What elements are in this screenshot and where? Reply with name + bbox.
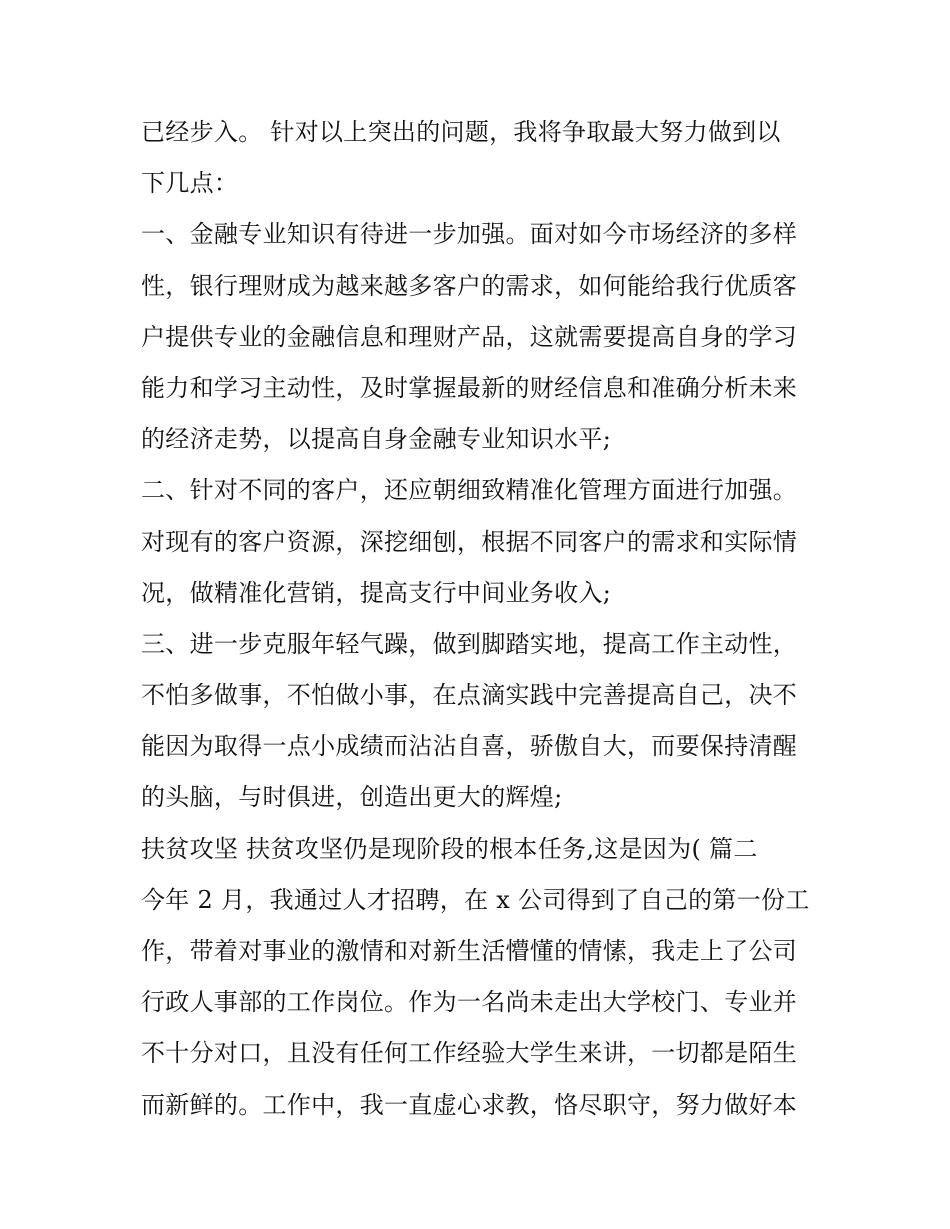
text-line: 能力和学习主动性，及时掌握最新的财经信息和准确分析未来 xyxy=(141,373,798,402)
text-line: 性，银行理财成为越来越多客户的需求，如何能给我行优质客 xyxy=(141,271,798,300)
text-line: 今年 2 月，我通过人才招聘，在 x 公司得到了自己的第一份工 xyxy=(141,885,810,914)
body-text xyxy=(141,107,821,1131)
text-line: 户提供专业的金融信息和理财产品，这就需要提高自身的学习 xyxy=(141,322,798,351)
text-line: 下几点： xyxy=(141,169,239,198)
text-line: 作，带着对事业的激情和对新生活懵懂的情愫，我走上了公司 xyxy=(141,937,798,965)
text-line: 况，做精准化营销，提高支行中间业务收入; xyxy=(141,578,612,607)
text-line: 三、进一步克服年轻气躁，做到脚踏实地，提高工作主动性， xyxy=(141,629,798,658)
text-line: 一、金融专业知识有待进一步加强。面对如今市场经济的多样 xyxy=(141,220,798,249)
section-heading-line: 扶贫攻坚 扶贫攻坚仍是现阶段的根本任务,这是因为( 篇二 xyxy=(141,834,758,863)
text-line: 不怕多做事，不怕做小事，在点滴实践中完善提高自己，决不 xyxy=(141,681,798,710)
text-line: 的头脑，与时俱进，创造出更大的辉煌; xyxy=(141,783,563,812)
text-line: 行政人事部的工作岗位。作为一名尚未走出大学校门、专业并 xyxy=(141,988,798,1017)
text-line: 已经步入。 针对以上突出的问题，我将争取最大努力做到以 xyxy=(141,118,781,146)
text-line: 不十分对口，且没有任何工作经验大学生来讲，一切都是陌生 xyxy=(141,1039,798,1068)
text-line: 而新鲜的。工作中，我一直虚心求教，恪尽职守，努力做好本 xyxy=(141,1090,798,1119)
text-line: 对现有的客户资源，深挖细刨，根据不同客户的需求和实际情 xyxy=(141,527,798,556)
text-line: 的经济走势，以提高自身金融专业知识水平; xyxy=(141,425,612,454)
text-line: 二、针对不同的客户，还应朝细致精准化管理方面进行加强。 xyxy=(141,476,798,505)
text-line: 能因为取得一点小成绩而沾沾自喜，骄傲自大，而要保持清醒 xyxy=(141,732,798,761)
